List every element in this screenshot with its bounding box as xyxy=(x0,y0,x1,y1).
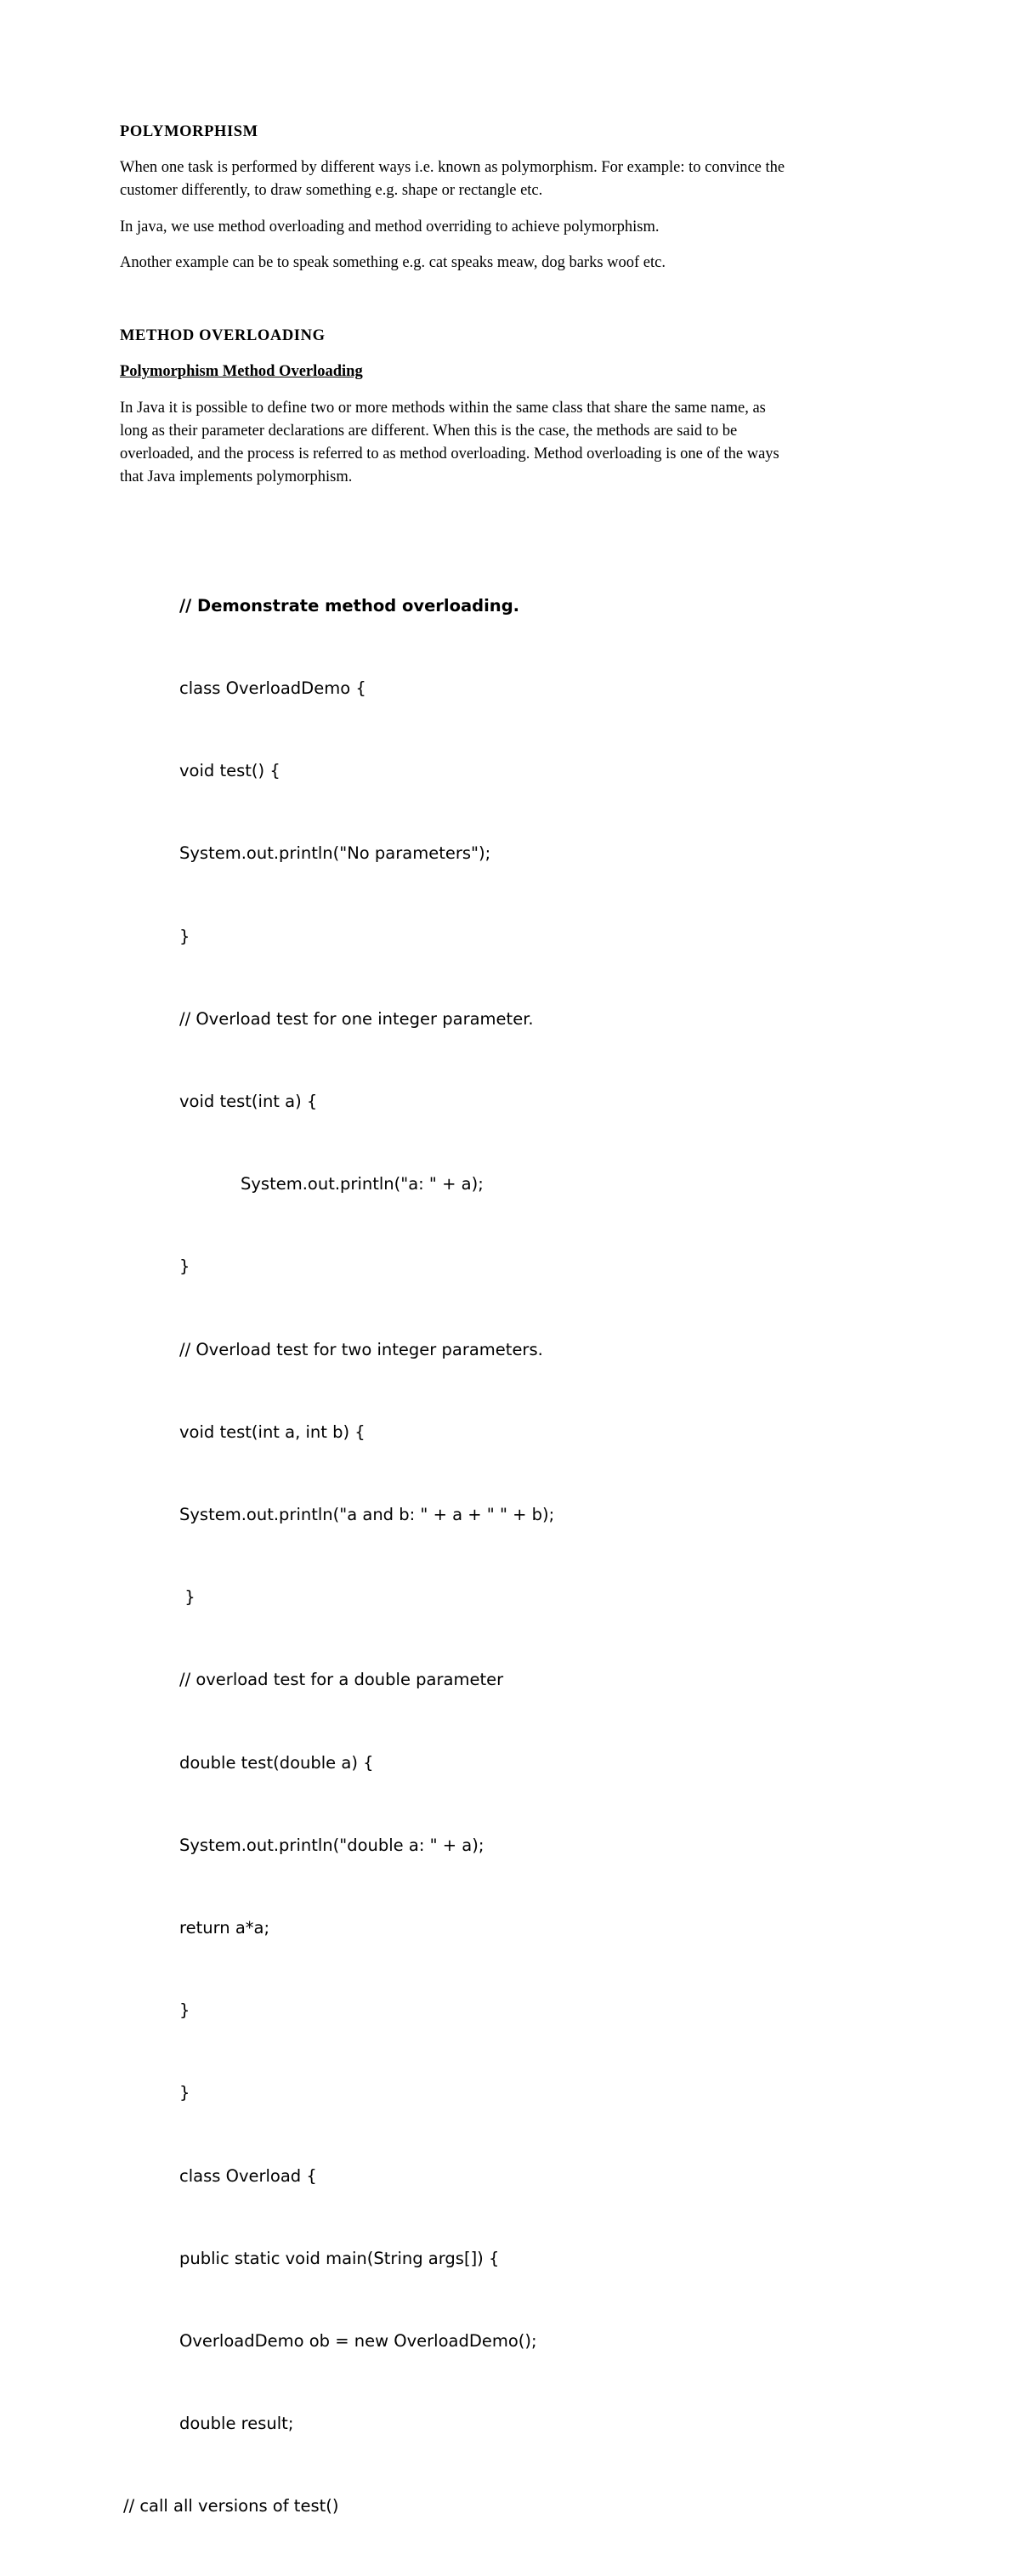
code-line: double test(double a) { xyxy=(179,1752,374,1773)
code-line: void test() { xyxy=(179,761,280,781)
code-line: // overload test for a double parameter xyxy=(179,1670,504,1690)
code-listing xyxy=(0,537,935,2576)
code-line: class Overload { xyxy=(179,2165,317,2186)
code-line: } xyxy=(179,1257,190,1277)
polymorphism-paragraph-2: In java, we use method overloading and method overriding to achieve polymorphism. xyxy=(120,218,660,235)
code-line: void test(int a, int b) { xyxy=(179,1421,366,1442)
code-line: System.out.println("a and b: " + a + " " + b); xyxy=(179,1505,555,1525)
code-line: // Overload test for one integer parameter. xyxy=(179,1008,534,1029)
method-overloading-heading: METHOD OVERLOADING xyxy=(120,327,326,344)
code-line: } xyxy=(179,2083,190,2103)
code-line: // call all versions of test() xyxy=(123,2496,339,2516)
code-line: public static void main(String args[]) { xyxy=(179,2248,500,2268)
code-line: } xyxy=(179,926,190,946)
code-line: OverloadDemo ob = new OverloadDemo(); xyxy=(179,2331,537,2352)
code-line: class OverloadDemo { xyxy=(179,678,366,699)
code-line: double result; xyxy=(179,2414,294,2434)
code-line: System.out.println("double a: " + a); xyxy=(179,1835,484,1855)
code-line: System.out.println("No parameters"); xyxy=(179,843,491,864)
method-overloading-paragraph-line-3: overloaded, and the process is referred to as method overloading. Method overloading is one of the ways xyxy=(120,445,779,462)
code-line: return a*a; xyxy=(179,1918,270,1938)
polymorphism-heading: POLYMORPHISM xyxy=(120,123,258,140)
method-overloading-paragraph-line-4: that Java implements polymorphism. xyxy=(120,468,353,485)
method-overloading-subheading: Polymorphism Method Overloading xyxy=(120,363,363,380)
polymorphism-paragraph-3: Another example can be to speak something e.g. cat speaks meaw, dog barks woof etc. xyxy=(120,254,666,271)
code-line: // Demonstrate method overloading. xyxy=(179,595,520,616)
code-line: } xyxy=(179,2000,190,2021)
code-line: // Overload test for two integer parameters. xyxy=(179,1339,543,1359)
polymorphism-paragraph-1-line-2: customer differently, to draw something e.g. shape or rectangle etc. xyxy=(120,182,543,199)
code-line: } xyxy=(179,1587,196,1608)
method-overloading-paragraph-line-2: long as their parameter declarations are different. When this is the case, the methods are said to be xyxy=(120,423,738,440)
polymorphism-paragraph-1-line-1: When one task is performed by different ways i.e. known as polymorphism. For example: to convince the xyxy=(120,159,785,176)
code-line: System.out.println("a: " + a); xyxy=(241,1174,484,1194)
method-overloading-paragraph-line-1: In Java it is possible to define two or more methods within the same class that share the same name, as xyxy=(120,400,766,417)
code-line: void test(int a) { xyxy=(179,1092,318,1112)
